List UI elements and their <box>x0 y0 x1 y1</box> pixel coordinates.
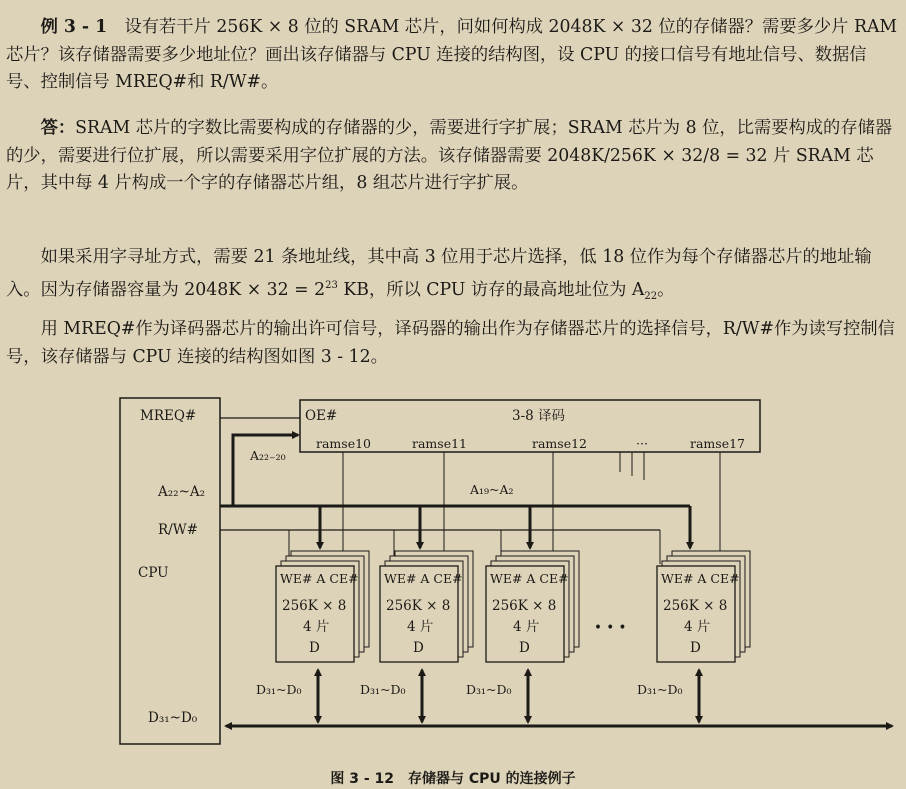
chip-group-2 <box>486 551 579 662</box>
chip-group-1 <box>380 551 473 662</box>
chip-data-label-7: D₃₁~D₀ <box>637 682 683 697</box>
chip-pins: WE# A CE# <box>490 571 569 586</box>
answer-text-1: SRAM 芯片的字数比需要构成的存储器的少，需要进行字扩展；SRAM 芯片为 8 位，比需要构成的存储器的少，需要进行位扩展，所以需要采用字位扩展的方法。该存储器需要 2048K/256K × 32/8 = 32 片 SRAM 芯片，其中每 4 片构成一个字的存储器芯片组，8 组芯片进行字扩展。 <box>6 118 893 194</box>
example-paragraph <box>0 14 906 97</box>
addr-high-bus <box>220 435 298 506</box>
chip-pins: WE# A CE# <box>384 571 463 586</box>
chip-pins: WE# A CE# <box>280 571 359 586</box>
example-label: 例 3 - 1 <box>40 17 108 37</box>
chip-d: D <box>519 640 530 656</box>
answer-label: 答： <box>40 118 76 138</box>
cpu-box <box>120 398 220 744</box>
decoder-output-2: ramse12 <box>532 436 587 451</box>
address-sup: 23 <box>325 279 338 291</box>
address-text-a: 如果采用字寻址方式，需要 21 条地址线，其中高 3 位用于芯片选择，低 18 位作为每个存储器芯片的地址输入。因为存储器容量为 2048K × 32 = 2 <box>6 247 872 300</box>
address-text-c: 。 <box>657 279 675 300</box>
figure-caption: 图 3 - 12 存储器与 CPU 的连接例子 <box>330 771 576 787</box>
chip-count: 4 片 <box>407 619 434 635</box>
chip-count: 4 片 <box>513 619 540 635</box>
chip-d: D <box>413 640 424 656</box>
chip-data-label-1: D₃₁~D₀ <box>360 682 406 697</box>
rw-label: R/W# <box>158 522 198 538</box>
addr-low-label: A₁₉~A₂ <box>470 482 514 497</box>
decoder-output-1: ramse11 <box>412 436 467 451</box>
chip-d: D <box>690 640 701 656</box>
answer-paragraph <box>0 115 906 198</box>
chip-size: 256K × 8 <box>492 598 557 614</box>
chip-pins: WE# A CE# <box>661 571 740 586</box>
decoder-text: 用 MREQ#作为译码器芯片的输出许可信号，译码器的输出作为存储器芯片的选择信号，R/W#作为读写控制信号，该存储器与 CPU 连接的结构图如图 3 - 12。 <box>6 319 895 367</box>
decoder-title: 3-8 译码 <box>512 408 566 424</box>
connection-diagram <box>0 380 906 765</box>
example-question: 设有若干片 256K × 8 位的 SRAM 芯片，问如何构成 2048K × 32 位的存储器？需要多少片 RAM 芯片？该存储器需要多少地址位？画出该存储器与 CPU 连接的结构图，设 CPU 的接口信号有地址信号、数据信号、控制信号 MREQ#和 R/W#。 <box>6 17 898 93</box>
addr-high-label: A₂₂₋₂₀ <box>250 448 286 463</box>
mreq-label: MREQ# <box>140 408 197 424</box>
chip-count: 4 片 <box>303 619 330 635</box>
chip-size: 256K × 8 <box>386 598 451 614</box>
address-paragraph <box>0 244 906 310</box>
decoder-paragraph <box>0 316 906 371</box>
chip-count: 4 片 <box>684 619 711 635</box>
address-text-b: KB，所以 CPU 访存的最高地址位为 A <box>337 279 645 300</box>
cpu-data-label: D₃₁~D₀ <box>148 710 198 726</box>
chip-group-7 <box>657 551 750 662</box>
chip-data-label-2: D₃₁~D₀ <box>466 682 512 697</box>
decoder-output-7: ramse17 <box>690 436 745 451</box>
chip-group-0 <box>276 551 369 662</box>
chip-size: 256K × 8 <box>282 598 347 614</box>
chip-d: D <box>309 640 320 656</box>
decoder-oe-label: OE# <box>305 408 338 424</box>
decoder-output-0: ramse10 <box>316 436 371 451</box>
decoder-output-3: ··· <box>636 436 648 451</box>
chip-ellipsis: • • • <box>594 620 627 636</box>
chip-size: 256K × 8 <box>663 598 728 614</box>
cpu-addr-label: A₂₂~A₂ <box>158 484 206 500</box>
address-sub: 22 <box>644 290 658 302</box>
chip-data-label-0: D₃₁~D₀ <box>256 682 302 697</box>
cpu-label: CPU <box>138 565 169 581</box>
